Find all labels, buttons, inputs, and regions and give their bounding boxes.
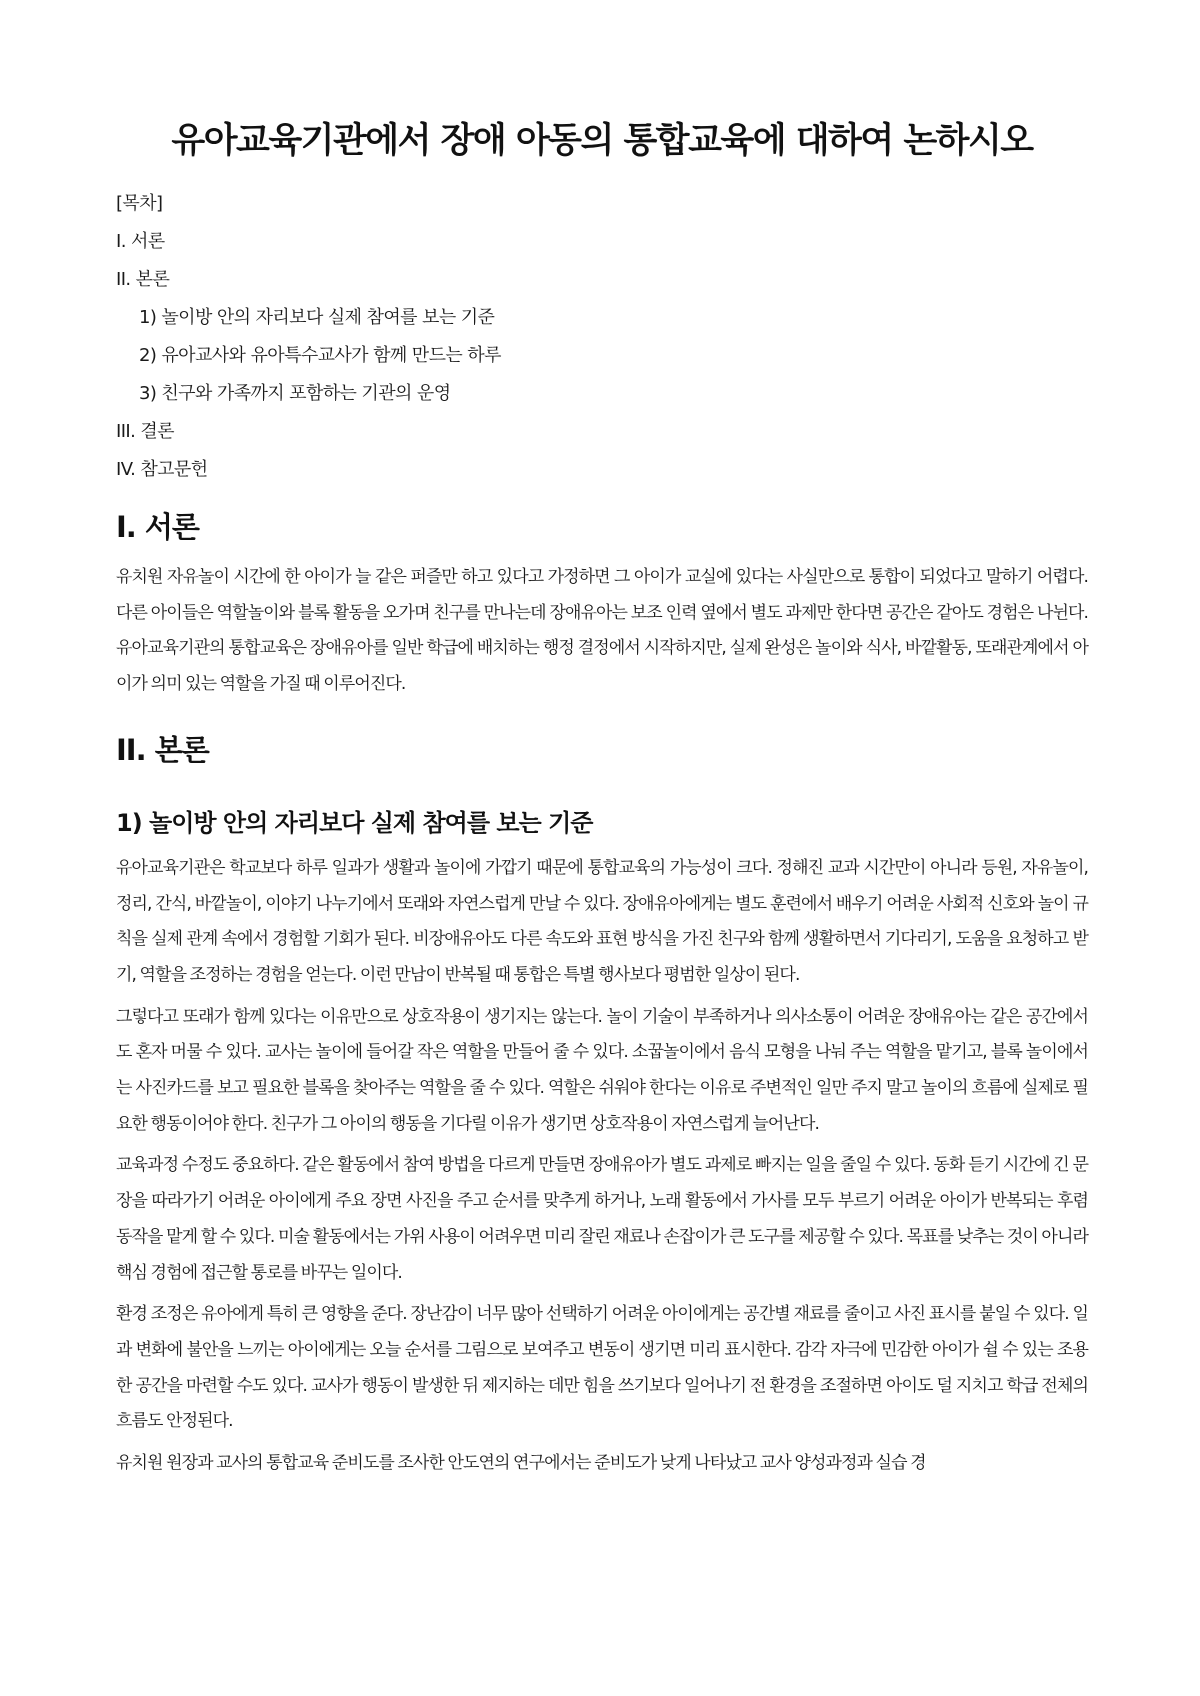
toc-item-body-1: 1) 놀이방 안의 자리보다 실제 참여를 보는 기준	[139, 307, 495, 328]
toc-item-body-3: 3) 친구와 가족까지 포함하는 기관의 운영	[139, 383, 451, 404]
intro-paragraph: 유치원 자유놀이 시간에 한 아이가 늘 같은 퍼즐만 하고 있다고 가정하면 그 아이가 교실에 있다는 사실만으로 통합이 되었다고 말하기 어렵다. 다른 아이들은 역할놀이와 블록 활동을 오가며 친구를 만나는데 장애유아는 보조 인력 옆에서 별도 과제만 한다면 공간은 같아도 경험은 나뉜다. 유아교육기관의 통합교육은 장애유아를 일반 학급에 배치하는 행정 결정에서 시작하지만, 실제 완성은 놀이와 식사, 바깥활동, 또래관계에서 아이가 의미 있는 역할을 가질 때 이루어진다.	[116, 567, 1088, 695]
body-heading: II. 본론	[116, 732, 209, 767]
section-intro	[116, 508, 1088, 703]
document-title: 유아교육기관에서 장애 아동의 통합교육에 대하여 논하시오	[171, 121, 1033, 161]
table-of-contents	[116, 192, 1088, 482]
section-body	[116, 731, 1088, 1482]
body-paragraph: 유치원 원장과 교사의 통합교육 준비도를 조사한 안도연의 연구에서는 준비도가 낮게 나타났고 교사 양성과정과 실습 경	[116, 1453, 926, 1474]
toc-item-conclusion: III. 결론	[116, 421, 174, 442]
body-paragraph: 유아교육기관은 학교보다 하루 일과가 생활과 놀이에 가깝기 때문에 통합교육의 가능성이 크다. 정해진 교과 시간만이 아니라 등원, 자유놀이, 정리, 간식, 바깥놀이, 이야기 나누기에서 또래와 자연스럽게 만날 수 있다. 장애유아에게는 별도 훈련에서 배우기 어려운 사회적 신호와 놀이 규칙을 실제 관계 속에서 경험할 기회가 된다. 비장애유아도 다른 속도와 표현 방식을 가진 친구와 함께 생활하면서 기다리기, 도움을 요청하고 받기, 역할을 조정하는 경험을 얻는다. 이런 만남이 반복될 때 통합은 특별 행사보다 평범한 일상이 된다.	[116, 857, 1088, 985]
body-paragraph: 그렇다고 또래가 함께 있다는 이유만으로 상호작용이 생기지는 않는다. 놀이 기술이 부족하거나 의사소통이 어려운 장애유아는 같은 공간에서도 혼자 머물 수 있다. 교사는 놀이에 들어갈 작은 역할을 만들어 줄 수 있다. 소꿉놀이에서 음식 모형을 나눠 주는 역할을 맡기고, 블록 놀이에서는 사진카드를 보고 필요한 블록을 찾아주는 역할을 줄 수 있다. 역할은 쉬워야 한다는 이유로 주변적인 일만 주지 말고 놀이의 흐름에 실제로 필요한 행동이어야 한다. 친구가 그 아이의 행동을 기다릴 이유가 생기면 상호작용이 자연스럽게 늘어난다.	[116, 1006, 1088, 1134]
body-paragraph: 교육과정 수정도 중요하다. 같은 활동에서 참여 방법을 다르게 만들면 장애유아가 별도 과제로 빠지는 일을 줄일 수 있다. 동화 듣기 시간에 긴 문장을 따라가기 어려운 아이에게 주요 장면 사진을 주고 순서를 맞추게 하거나, 노래 활동에서 가사를 모두 부르기 어려운 아이가 반복되는 후렴 동작을 맡게 할 수 있다. 미술 활동에서는 가위 사용이 어려우면 미리 잘린 재료나 손잡이가 큰 도구를 제공할 수 있다. 목표를 낮추는 것이 아니라 핵심 경험에 접근할 통로를 바꾸는 일이다.	[116, 1155, 1089, 1283]
toc-item-body-2: 2) 유아교사와 유아특수교사가 함께 만드는 하루	[139, 345, 501, 366]
body-paragraph: 환경 조정은 유아에게 특히 큰 영향을 준다. 장난감이 너무 많아 선택하기 어려운 아이에게는 공간별 재료를 줄이고 사진 표시를 붙일 수 있다. 일과 변화에 불안을 느끼는 아이에게는 오늘 순서를 그림으로 보여주고 변동이 생기면 미리 표시한다. 감각 자극에 민감한 아이가 쉴 수 있는 조용한 공간을 마련할 수도 있다. 교사가 행동이 발생한 뒤 제지하는 데만 힘을 쓰기보다 일어나기 전 환경을 조절하면 아이도 덜 지치고 학급 전체의 흐름도 안정된다.	[116, 1304, 1088, 1432]
toc-item-intro: I. 서론	[116, 231, 165, 252]
toc-item-references: IV. 참고문헌	[116, 459, 208, 480]
body-subsection-1-heading: 1) 놀이방 안의 자리보다 실제 참여를 보는 기준	[116, 808, 593, 837]
toc-heading: [목차]	[116, 193, 163, 214]
intro-heading: I. 서론	[116, 510, 199, 544]
toc-item-body: II. 본론	[116, 269, 170, 290]
